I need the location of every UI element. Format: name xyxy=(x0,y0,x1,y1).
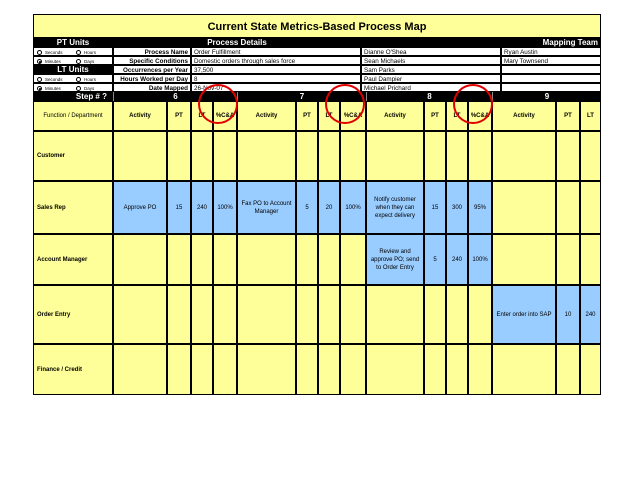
grid-cell xyxy=(580,131,601,181)
activity-lt: 20 xyxy=(318,181,340,234)
grid-cell xyxy=(213,285,237,344)
grid-cell xyxy=(446,131,468,181)
mapping-team-header: Mapping Team xyxy=(361,38,601,47)
highlight-circle-1 xyxy=(198,84,238,124)
grid-cell xyxy=(191,131,213,181)
grid-cell xyxy=(340,131,366,181)
mapping-team-member xyxy=(501,83,601,92)
grid-cell xyxy=(492,234,556,285)
grid-cell xyxy=(237,285,296,344)
step-number-6: 6 xyxy=(113,92,237,101)
activity-pt: 5 xyxy=(296,181,318,234)
mapping-team-member: Sam Parks xyxy=(361,65,501,74)
radio-label-days: Days xyxy=(84,86,95,91)
grid-cell xyxy=(340,285,366,344)
mapping-team-member: Mary Townsend xyxy=(501,56,601,65)
step-number-9: 9 xyxy=(492,92,601,101)
col-header-ca: %C&A xyxy=(340,101,366,131)
activity-activity[interactable]: Fax PO to Account Manager xyxy=(237,181,296,234)
col-header-activity: Activity xyxy=(113,101,167,131)
grid-cell xyxy=(424,285,446,344)
grid-cell xyxy=(296,131,318,181)
grid-cell xyxy=(318,234,340,285)
grid-cell xyxy=(296,234,318,285)
radio-label-hours: Hours xyxy=(84,77,97,82)
lt-units-header: LT Units xyxy=(33,65,113,74)
grid-cell xyxy=(424,131,446,181)
col-header-activity: Activity xyxy=(237,101,296,131)
grid-cell xyxy=(213,344,237,395)
col-header-pt: PT xyxy=(296,101,318,131)
department-label: Finance / Credit xyxy=(33,344,113,395)
grid-cell xyxy=(580,234,601,285)
col-header-lt: LT xyxy=(191,101,213,131)
col-header-activity: Activity xyxy=(492,101,556,131)
activity-pt: 15 xyxy=(424,181,446,234)
radio-hours-icon[interactable] xyxy=(76,77,81,82)
grid-cell xyxy=(113,285,167,344)
activity-ca: 100% xyxy=(340,181,366,234)
activity-activity[interactable]: Notify customer when they can expect delivery xyxy=(366,181,424,234)
activity-ca: 100% xyxy=(213,181,237,234)
highlight-circle-3 xyxy=(453,84,493,124)
grid-cell xyxy=(556,234,580,285)
grid-cell xyxy=(340,344,366,395)
activity-ca: 95% xyxy=(468,181,492,234)
grid-cell xyxy=(424,344,446,395)
grid-cell xyxy=(366,344,424,395)
grid-cell xyxy=(167,234,191,285)
grid-cell xyxy=(167,131,191,181)
grid-cell xyxy=(468,285,492,344)
step-number-8: 8 xyxy=(366,92,492,101)
highlight-circle-2 xyxy=(325,84,365,124)
grid-cell xyxy=(296,344,318,395)
grid-cell xyxy=(446,285,468,344)
radio-hours-icon[interactable] xyxy=(76,50,81,55)
activity-lt: 240 xyxy=(191,181,213,234)
radio-label-minutes: Minutes xyxy=(45,86,61,91)
activity-pt: 15 xyxy=(167,181,191,234)
step-number-7: 7 xyxy=(237,92,366,101)
process-detail-value: 26-Nov-07 xyxy=(191,83,361,92)
activity-activity[interactable]: Enter order into SAP xyxy=(492,285,556,344)
pt_units-row-1 xyxy=(33,56,113,65)
col-header-activity: Activity xyxy=(366,101,424,131)
process-detail-label: Hours Worked per Day xyxy=(113,74,191,83)
activity-lt: 240 xyxy=(446,234,468,285)
col-header-pt: PT xyxy=(424,101,446,131)
grid-cell xyxy=(492,131,556,181)
mapping-team-member: Dianne O'Shea xyxy=(361,47,501,56)
col-header-ca: %C&A xyxy=(213,101,237,131)
grid-cell xyxy=(318,131,340,181)
col-header-ca: %C&A xyxy=(468,101,492,131)
radio-days-icon[interactable] xyxy=(76,86,81,91)
lt_units-row-1 xyxy=(33,83,113,92)
process-detail-label: Occurrences per Year xyxy=(113,65,191,74)
grid-cell xyxy=(167,285,191,344)
radio-label-days: Days xyxy=(84,59,95,64)
grid-cell xyxy=(318,285,340,344)
grid-cell xyxy=(366,285,424,344)
lt_units-row-0 xyxy=(33,74,113,83)
mapping-team-member xyxy=(501,65,601,74)
mapping-team-member: Sean Michaels xyxy=(361,56,501,65)
activity-pt: 5 xyxy=(424,234,446,285)
grid-cell xyxy=(296,285,318,344)
radio-label-seconds: Seconds xyxy=(45,77,63,82)
grid-cell xyxy=(113,234,167,285)
col-header-pt: PT xyxy=(556,101,580,131)
function-department-header: Function / Department xyxy=(33,101,113,131)
department-label: Sales Rep xyxy=(33,181,113,234)
grid-cell xyxy=(113,344,167,395)
grid-cell xyxy=(446,344,468,395)
process-detail-value: Order Fulfillment xyxy=(191,47,361,56)
radio-seconds-icon[interactable] xyxy=(37,77,42,82)
grid-cell xyxy=(580,181,601,234)
grid-cell xyxy=(191,234,213,285)
grid-cell xyxy=(556,344,580,395)
col-header-lt: LT xyxy=(318,101,340,131)
grid-cell xyxy=(468,344,492,395)
process-detail-value: 8 xyxy=(191,74,361,83)
grid-cell xyxy=(340,234,366,285)
activity-lt: 240 xyxy=(580,285,601,344)
activity-lt: 300 xyxy=(446,181,468,234)
radio-label-hours: Hours xyxy=(84,50,97,55)
grid-cell xyxy=(492,344,556,395)
activity-activity[interactable]: Review and approve PO; send to Order Entry xyxy=(366,234,424,285)
grid-cell xyxy=(366,131,424,181)
process-map-sheet xyxy=(33,14,601,447)
grid-cell xyxy=(468,131,492,181)
activity-activity[interactable]: Approve PO xyxy=(113,181,167,234)
process-detail-label: Process Name xyxy=(113,47,191,56)
grid-cell xyxy=(492,181,556,234)
col-header-pt: PT xyxy=(167,101,191,131)
department-label: Account Manager xyxy=(33,234,113,285)
mapping-team-member: Michael Prichard xyxy=(361,83,501,92)
process-details-header: Process Details xyxy=(113,38,361,47)
grid-cell xyxy=(237,234,296,285)
grid-cell xyxy=(580,344,601,395)
grid-cell xyxy=(191,285,213,344)
mapping-team-member xyxy=(501,74,601,83)
radio-label-seconds: Seconds xyxy=(45,50,63,55)
process-detail-label: Specific Conditions xyxy=(113,56,191,65)
grid-cell xyxy=(213,234,237,285)
col-header-lt: LT xyxy=(580,101,601,131)
grid-cell xyxy=(237,131,296,181)
activity-ca: 100% xyxy=(468,234,492,285)
step-label: Step # ? xyxy=(33,92,113,101)
activity-pt: 10 xyxy=(556,285,580,344)
mapping-team-member: Ryan Austin xyxy=(501,47,601,56)
department-label: Customer xyxy=(33,131,113,181)
grid-cell xyxy=(213,131,237,181)
grid-cell xyxy=(556,131,580,181)
mapping-team-member: Paul Dampier xyxy=(361,74,501,83)
radio-seconds-icon[interactable] xyxy=(37,50,42,55)
grid-cell xyxy=(167,344,191,395)
department-label: Order Entry xyxy=(33,285,113,344)
radio-minutes-icon[interactable] xyxy=(37,86,42,91)
process-detail-value: Domestic orders through sales force xyxy=(191,56,361,65)
grid-cell xyxy=(113,131,167,181)
grid-cell xyxy=(191,344,213,395)
process-detail-value: 37,500 xyxy=(191,65,361,74)
process-detail-label: Date Mapped xyxy=(113,83,191,92)
page-title: Current State Metrics-Based Process Map xyxy=(33,14,601,38)
pt-units-header: PT Units xyxy=(33,38,113,47)
col-header-lt: LT xyxy=(446,101,468,131)
grid-cell xyxy=(237,344,296,395)
radio-minutes-icon[interactable] xyxy=(37,59,42,64)
radio-days-icon[interactable] xyxy=(76,59,81,64)
grid-cell xyxy=(318,344,340,395)
grid-cell xyxy=(556,181,580,234)
pt_units-row-0 xyxy=(33,47,113,56)
radio-label-minutes: Minutes xyxy=(45,59,61,64)
